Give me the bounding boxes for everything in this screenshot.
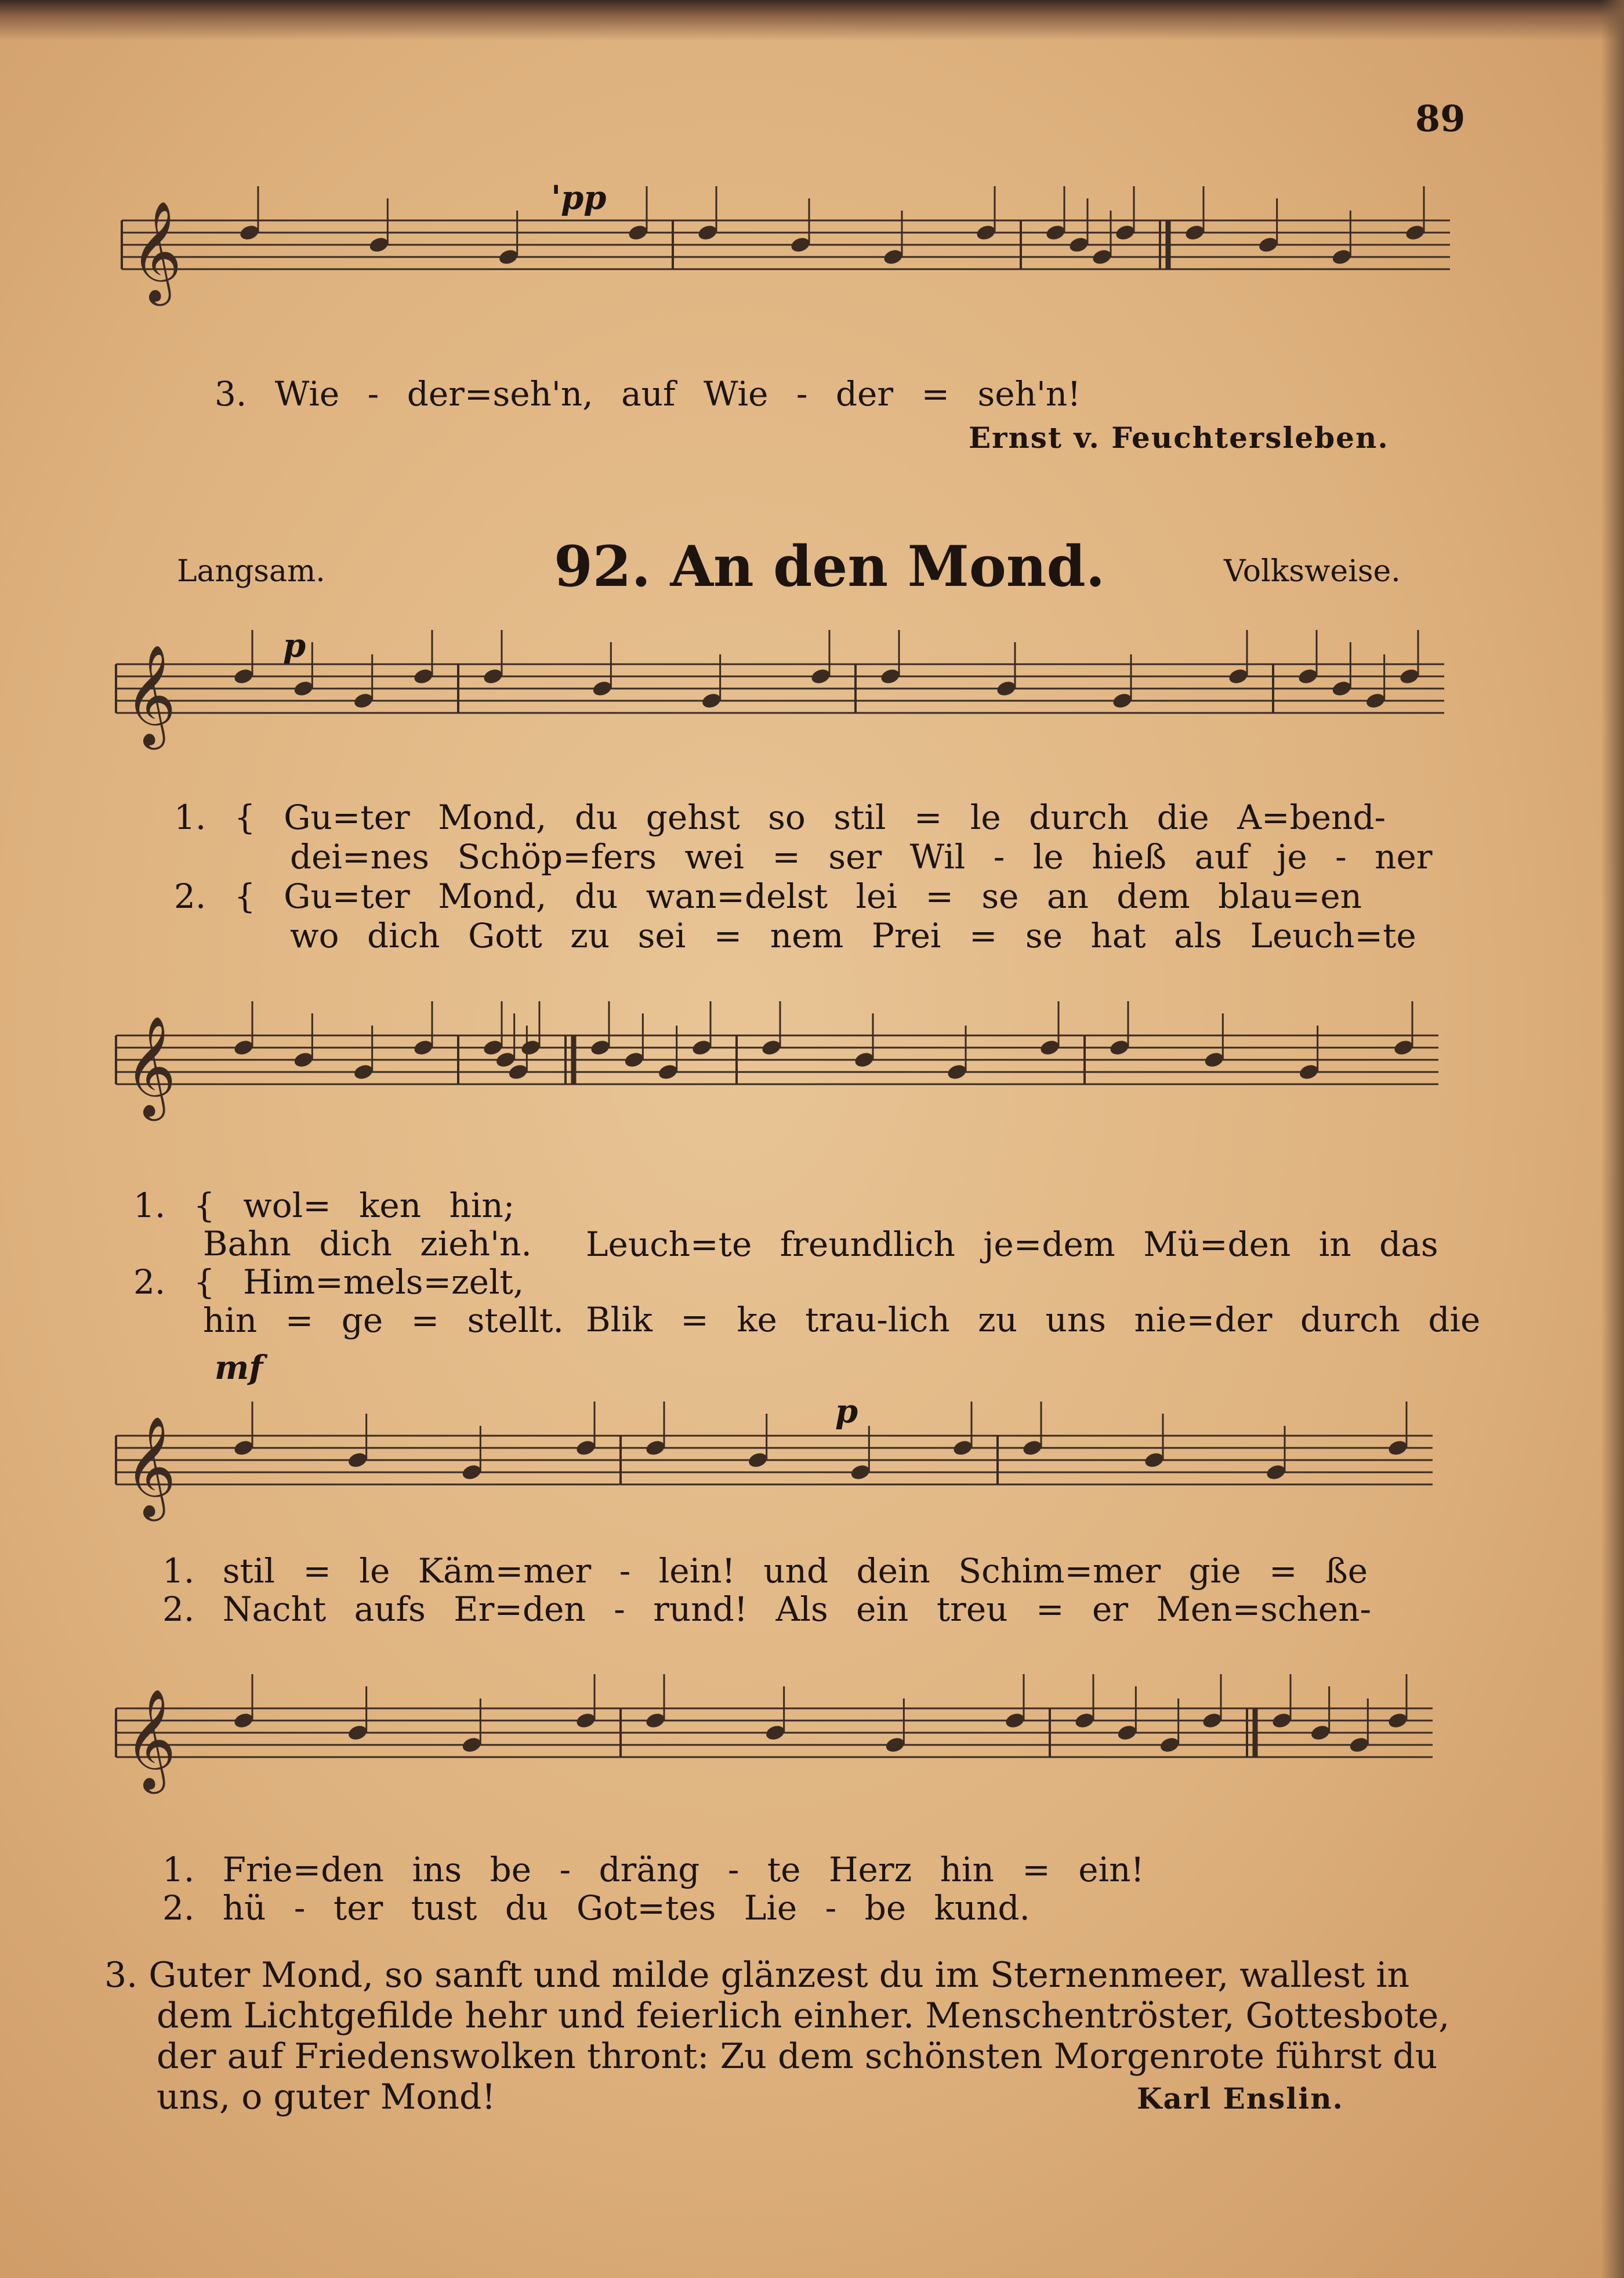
- note-head: [1159, 1736, 1181, 1754]
- system3-lyrics: [162, 1552, 1371, 1628]
- note-head: [1310, 1723, 1332, 1742]
- verse-line: 3. Guter Mond, so sanft und milde glänzest du im Sternenmeer, wallest in: [104, 1955, 1410, 1995]
- note-head: [575, 1711, 597, 1730]
- lyric-line: hin = ge = stellt.: [203, 1301, 564, 1340]
- verse-line: der auf Friedenswolken thront: Zu dem schönsten Morgenrote führst du: [157, 2036, 1438, 2077]
- lyric-line: 2. { Him=mels=zelt,: [133, 1262, 524, 1302]
- staff-system-2: [0, 986, 1624, 1160]
- note-head: [233, 1439, 255, 1457]
- treble-clef-icon: 𝄞: [125, 1689, 176, 1790]
- note-head: [764, 1723, 786, 1742]
- note-head: [657, 1063, 679, 1081]
- note-head: [293, 679, 315, 698]
- note-head: [495, 1051, 517, 1069]
- staff-system-3: [0, 1381, 1624, 1555]
- note-head: [1116, 1723, 1139, 1742]
- note-head: [482, 667, 504, 686]
- note-head: [1404, 223, 1426, 242]
- note-head: [353, 1063, 375, 1081]
- treble-clef-icon: 𝄞: [125, 1016, 176, 1117]
- note-head: [461, 1463, 483, 1482]
- note-head: [482, 1038, 504, 1057]
- note-head: [589, 1038, 611, 1057]
- note-head: [1257, 236, 1279, 254]
- note-head: [1111, 691, 1133, 710]
- note-head: [1068, 236, 1090, 254]
- note-head: [946, 1063, 968, 1081]
- staff-system-1: [0, 615, 1624, 789]
- lyric-line: 2. Nacht aufs Er=den - rund! Als ein treu = er Men=schen-: [162, 1589, 1372, 1629]
- note-head: [627, 223, 649, 242]
- note-head: [1204, 1051, 1226, 1069]
- note-head: [1331, 248, 1353, 266]
- note-head: [1004, 1711, 1026, 1730]
- staff-system-4: [0, 1659, 1624, 1833]
- note-head: [747, 1451, 769, 1469]
- note-head: [1387, 1711, 1409, 1730]
- verse-line: uns, o guter Mond!: [157, 2077, 496, 2117]
- note-head: [691, 1038, 713, 1057]
- system1-lyrics: [174, 798, 1433, 955]
- note-head: [498, 248, 520, 266]
- note-head: [701, 691, 723, 710]
- note-head: [238, 223, 260, 242]
- note-head: [461, 1736, 483, 1754]
- note-head: [789, 236, 811, 254]
- note-head: [592, 679, 614, 698]
- note-head: [697, 223, 719, 242]
- lyric-line: 1. stil = le Käm=mer - lein! und dein Schim=mer gie = ße: [162, 1551, 1368, 1591]
- note-head: [1184, 223, 1206, 242]
- note-head: [1045, 223, 1067, 242]
- note-head: [293, 1051, 315, 1069]
- note-head: [233, 667, 255, 686]
- note-head: [1387, 1439, 1409, 1457]
- dynamic-p: p: [283, 626, 306, 665]
- note-head: [810, 667, 832, 686]
- lyric-line: 2. { Gu=ter Mond, du wan=delst lei = se an dem blau=en: [174, 877, 1362, 916]
- lyric-line: Bahn dich zieh'n.: [203, 1224, 532, 1263]
- prev-song-author: Ernst v. Feuchtersleben.: [969, 421, 1389, 455]
- note-head: [882, 248, 904, 266]
- system2-lyrics-left: [133, 1186, 564, 1339]
- note-head: [368, 236, 390, 254]
- note-head: [884, 1736, 907, 1754]
- dynamic-pp: 'pp: [551, 179, 607, 217]
- note-head: [850, 1463, 872, 1482]
- dynamic-mf: mf: [215, 1349, 263, 1387]
- note-head: [1348, 1736, 1371, 1754]
- lyric-line: 2. hü - ter tust du Got=tes Lie - be kund.: [162, 1888, 1030, 1928]
- note-head: [412, 1038, 434, 1057]
- lyric-line: 1. { Gu=ter Mond, du gehst so stil = le durch die A=bend-: [174, 798, 1386, 837]
- note-head: [644, 1711, 666, 1730]
- note-head: [1298, 1063, 1320, 1081]
- note-head: [1201, 1711, 1223, 1730]
- note-head: [412, 667, 434, 686]
- song-author: Karl Enslin.: [1137, 2081, 1344, 2116]
- verse-line: dem Lichtgefilde hehr und feierlich einher. Menschentröster, Gottesbote,: [157, 1995, 1450, 2036]
- treble-clef-icon: 𝄞: [130, 201, 182, 302]
- note-head: [347, 1723, 369, 1742]
- note-head: [879, 667, 901, 686]
- note-head: [1331, 679, 1353, 698]
- note-head: [644, 1439, 666, 1457]
- note-head: [1143, 1451, 1165, 1469]
- note-head: [760, 1038, 782, 1057]
- note-head: [1227, 667, 1249, 686]
- note-head: [1108, 1038, 1130, 1057]
- treble-clef-icon: 𝄞: [125, 644, 176, 745]
- note-head: [1297, 667, 1319, 686]
- lyric-line: wo dich Gott zu sei = nem Prei = se hat als Leuch=te: [290, 916, 1416, 955]
- note-head: [1271, 1711, 1293, 1730]
- tempo-marking: Langsam.: [177, 554, 325, 589]
- page-top-edge: [0, 0, 1624, 41]
- prev-song-lyrics: 3. Wie - der=seh'n, auf Wie - der = seh'n!: [215, 374, 1081, 414]
- note-head: [233, 1038, 255, 1057]
- lyric-line: dei=nes Schöp=fers wei = ser Wil - le hieß auf je - ner: [290, 837, 1433, 877]
- note-head: [1398, 667, 1420, 686]
- note-head: [1039, 1038, 1061, 1057]
- note-head: [1091, 248, 1113, 266]
- note-head: [952, 1439, 974, 1457]
- note-head: [1074, 1711, 1096, 1730]
- note-head: [575, 1439, 597, 1457]
- note-head: [507, 1063, 530, 1081]
- note-head: [233, 1711, 255, 1730]
- staff-system-prev: [0, 174, 1624, 348]
- note-head: [353, 691, 375, 710]
- note-head: [853, 1051, 875, 1069]
- note-head: [520, 1038, 542, 1057]
- note-head: [1114, 223, 1136, 242]
- lyric-line: Blik = ke trau-lich zu uns nie=der durch die: [586, 1300, 1481, 1339]
- note-head: [347, 1451, 369, 1469]
- note-head: [995, 679, 1017, 698]
- melody-source: Volksweise.: [1224, 554, 1401, 589]
- system4-lyrics: [162, 1850, 1144, 1927]
- note-head: [975, 223, 997, 242]
- note-head: [1265, 1463, 1287, 1482]
- lyric-line: Leuch=te freundlich je=dem Mü=den in das: [586, 1225, 1438, 1264]
- song-title: 92. An den Mond.: [554, 534, 1105, 599]
- system2-lyrics-right: [586, 1207, 1480, 1357]
- dynamic-p2: p: [835, 1392, 858, 1430]
- note-head: [1365, 691, 1387, 710]
- page-number: 89: [1415, 97, 1466, 140]
- treble-clef-icon: 𝄞: [125, 1416, 176, 1517]
- note-head: [624, 1051, 646, 1069]
- lyric-line: 1. Frie=den ins be - dräng - te Herz hin = ein!: [162, 1850, 1144, 1889]
- note-head: [1393, 1038, 1415, 1057]
- lyric-line: 1. { wol= ken hin;: [133, 1186, 515, 1225]
- note-head: [1021, 1439, 1043, 1457]
